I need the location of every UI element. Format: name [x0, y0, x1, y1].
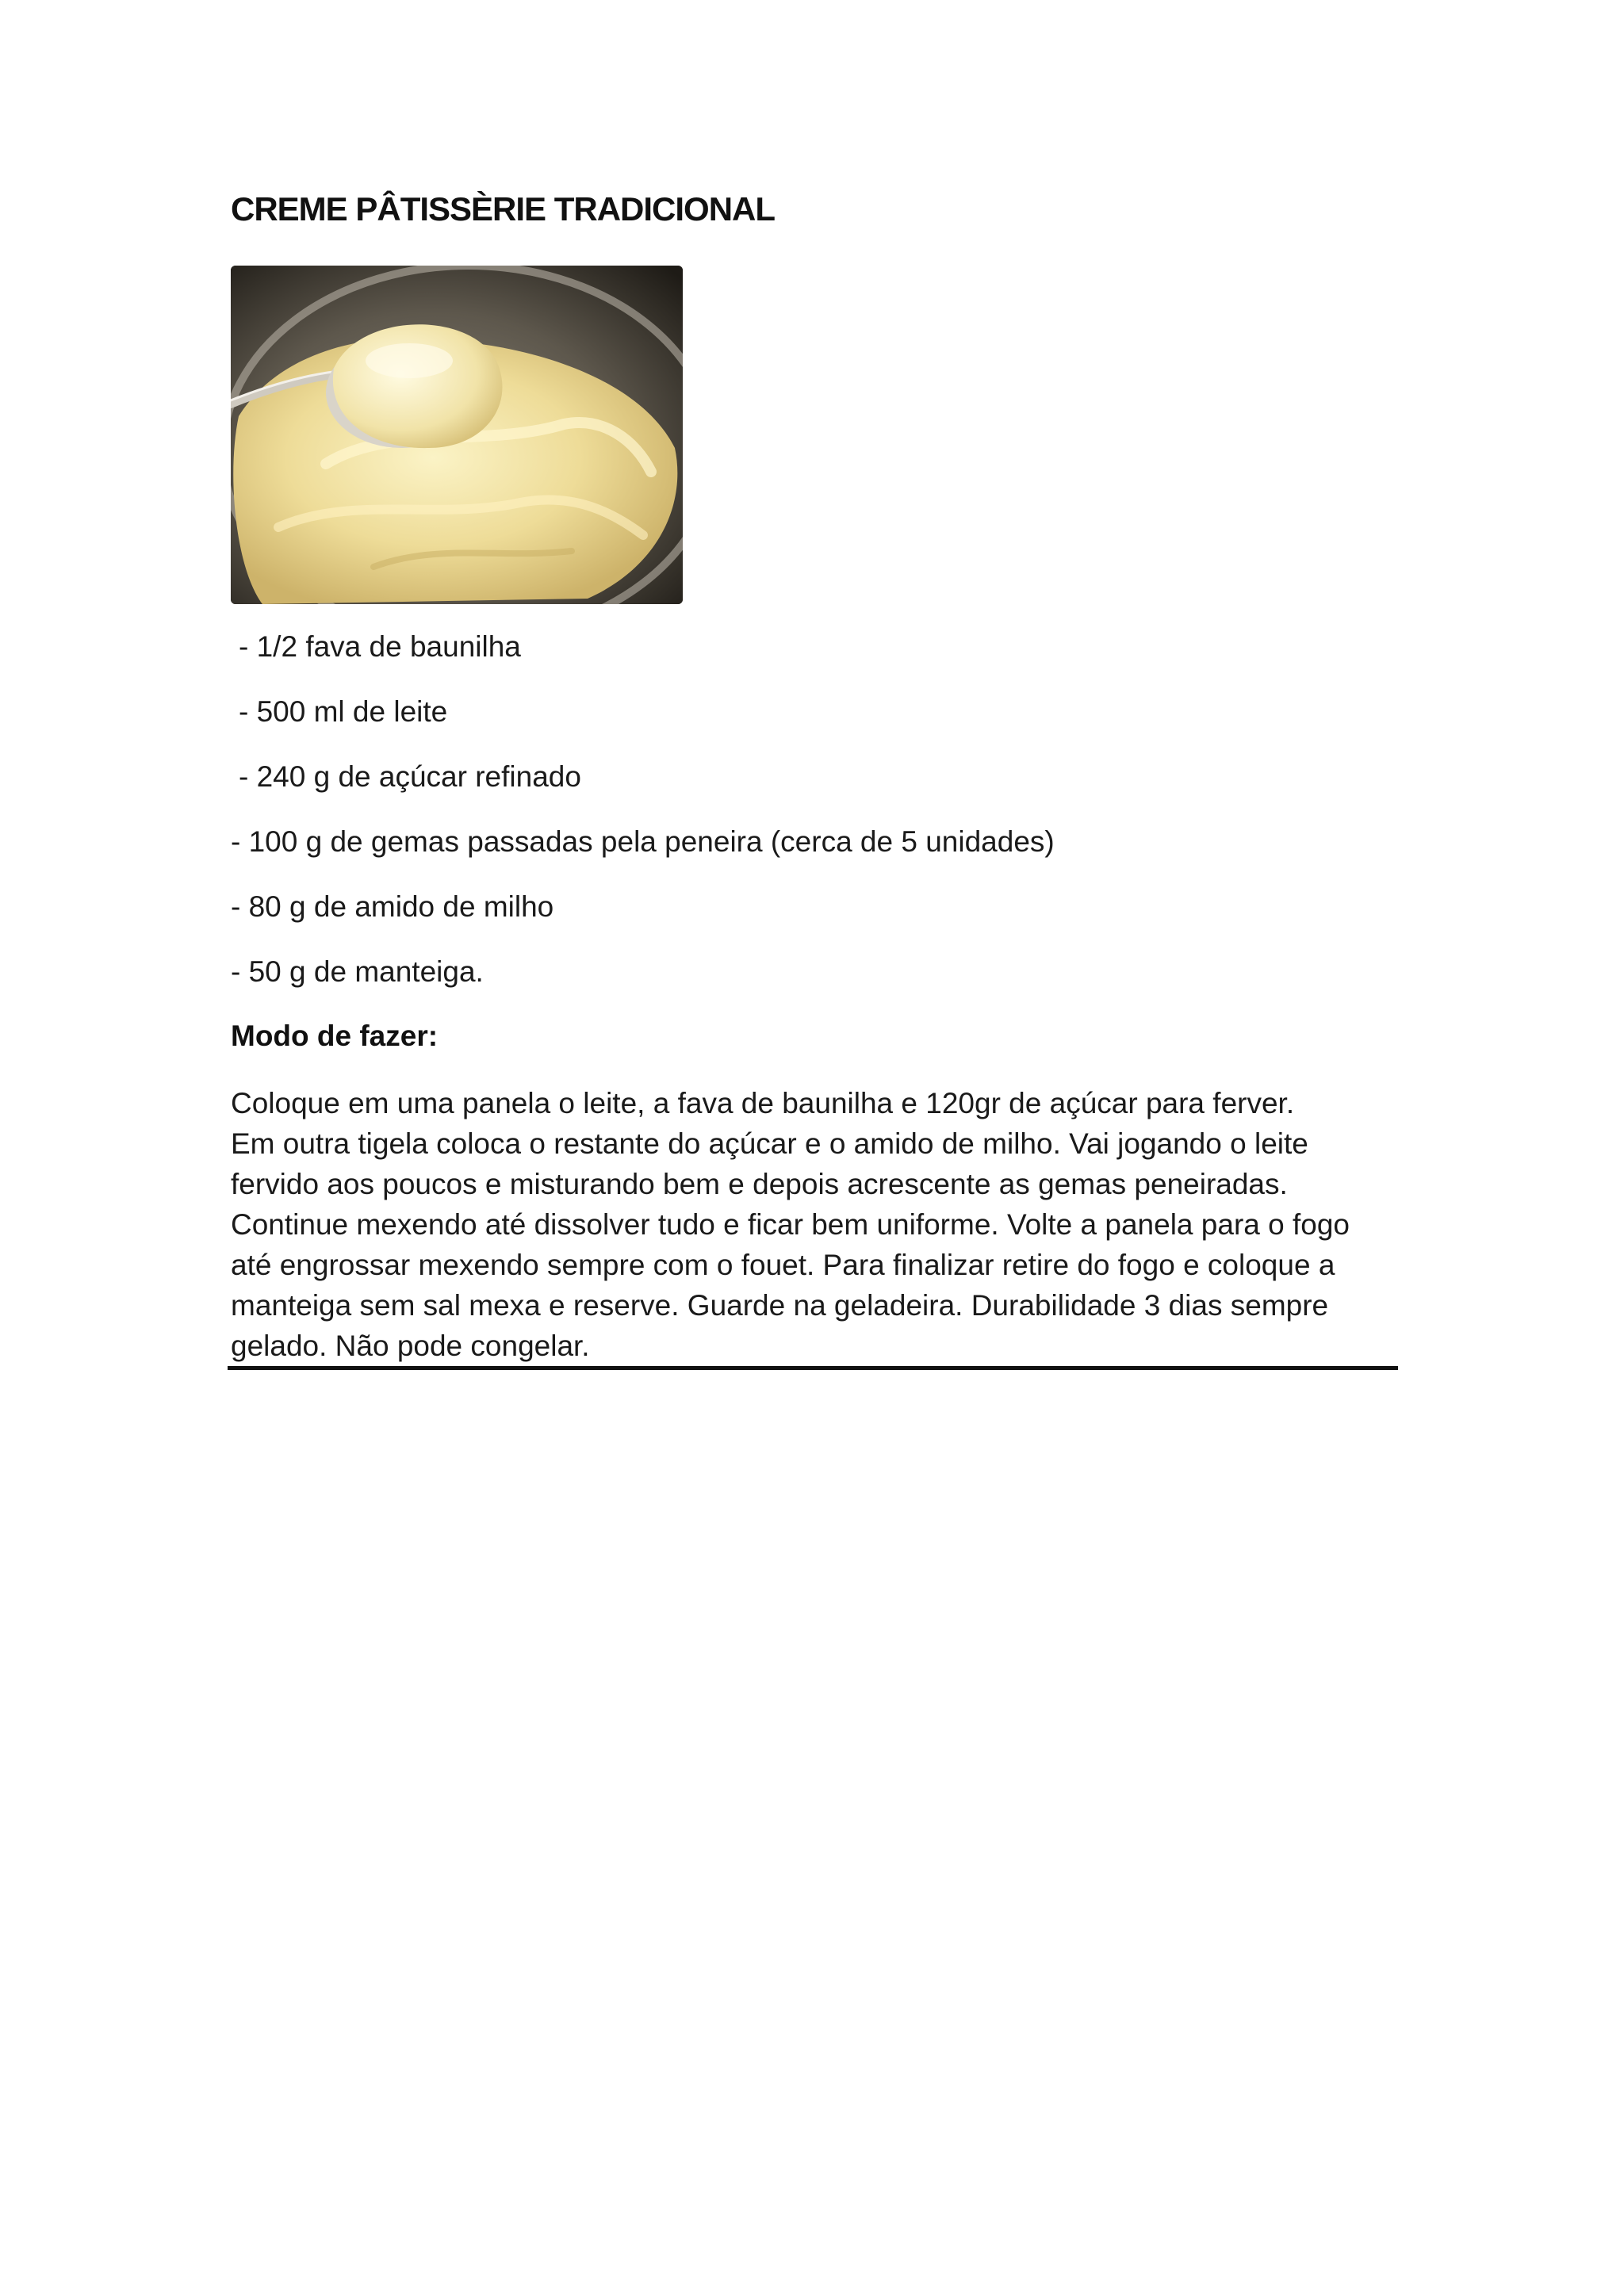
ingredient-item: - 500 ml de leite: [239, 695, 448, 728]
method-line: Continue mexendo até dissolver tudo e ficar bem uniforme. Volte a panela para o fogo: [231, 1208, 1350, 1241]
method-line: gelado. Não pode congelar.: [231, 1330, 590, 1362]
method-paragraph: [231, 1083, 1396, 1366]
method-line: até engrossar mexendo sempre com o fouet. Para finalizar retire do fogo e coloque a: [231, 1249, 1335, 1281]
ingredient-item: - 1/2 fava de baunilha: [239, 630, 521, 663]
section-divider: [228, 1366, 1398, 1370]
method-line: Em outra tigela coloca o restante do açúcar e o amido de milho. Vai jogando o leite: [231, 1127, 1308, 1160]
ingredient-list: [231, 626, 1055, 1016]
recipe-title: CREME PÂTISSÈRIE TRADICIONAL: [231, 190, 776, 228]
ingredient-item: - 80 g de amido de milho: [231, 890, 554, 923]
ingredient-item: - 50 g de manteiga.: [231, 955, 484, 988]
ingredient-item: - 240 g de açúcar refinado: [239, 760, 581, 793]
method-line: Coloque em uma panela o leite, a fava de baunilha e 120gr de açúcar para ferver.: [231, 1087, 1295, 1119]
method-line: manteiga sem sal mexa e reserve. Guarde na geladeira. Durabilidade 3 dias sempre: [231, 1289, 1329, 1322]
method-line: fervido aos poucos e misturando bem e depois acrescente as gemas peneiradas.: [231, 1168, 1288, 1200]
ingredient-item: - 100 g de gemas passadas pela peneira (cerca de 5 unidades): [231, 825, 1055, 858]
method-heading: Modo de fazer:: [231, 1020, 439, 1052]
custard-in-pan-photo: [231, 266, 683, 604]
